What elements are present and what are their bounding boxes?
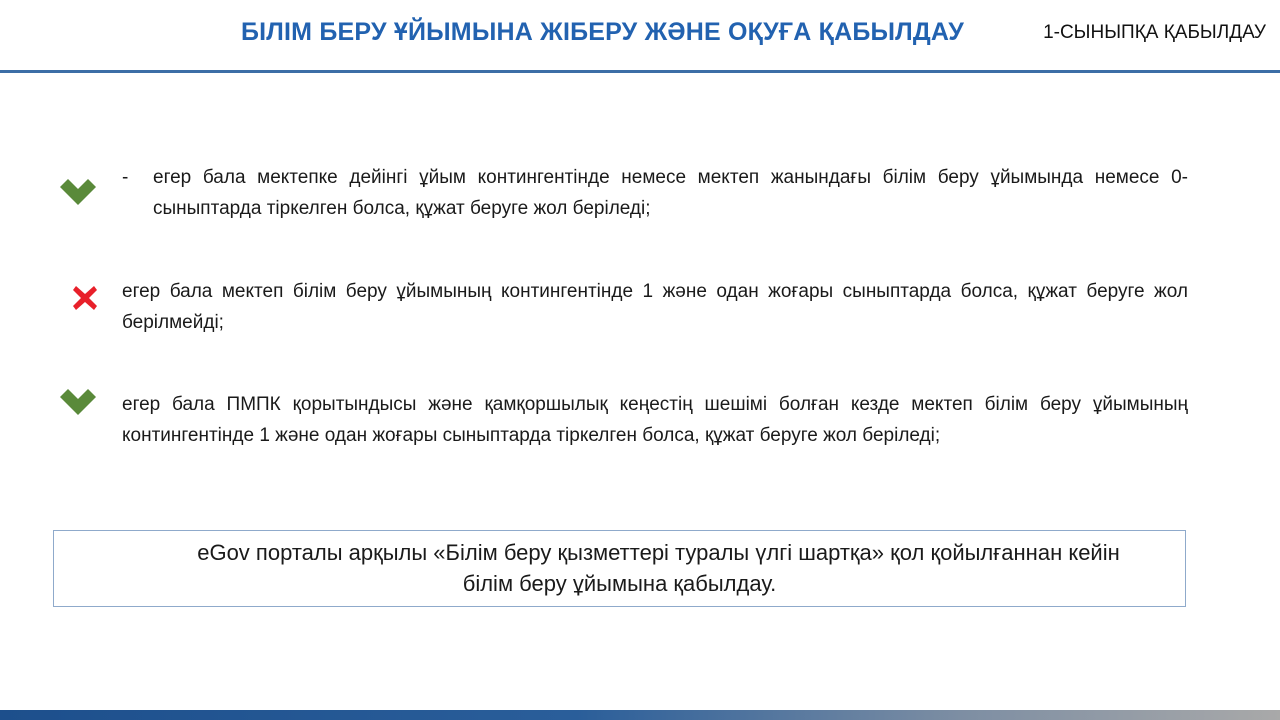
note-box [53,530,1186,607]
check-icon [60,388,96,415]
bullet-dash: - [122,167,129,188]
footer-bar [0,710,1280,720]
check-icon [60,178,96,205]
header-divider [0,70,1280,73]
page-subtitle: 1-СЫНЫПҚА ҚАБЫЛДАУ [1043,22,1266,43]
item-text: егер бала мектепке дейінгі ұйым контингентінде немесе мектеп жанындағы білім беру ұйымында немесе 0-сыныптарда тіркелген болса, құжат беруге жол беріледі; [153,167,1188,219]
cross-icon [73,286,97,310]
list-item [122,389,1188,451]
note-line-1: eGov порталы арқылы «Білім беру қызметтері туралы үлгі шартқа» қол қойылғаннан кейін [197,540,1120,565]
item-text: егер бала мектеп білім беру ұйымының контингентінде 1 және одан жоғары сыныптарда болса, құжат беруге жол берілмейді; [122,281,1188,333]
list-item [122,276,1188,338]
item-text: егер бала ПМПК қорытындысы және қамқоршылық кеңестің шешімі болған кезде мектеп білім беру ұйымының контингентінде 1 және одан жоғары сыныптарда тіркелген болса, құжат беруге жол беріледі; [122,394,1188,446]
page-title: БІЛІМ БЕРУ ҰЙЫМЫНА ЖІБЕРУ ЖӘНЕ ОҚУҒА ҚАБЫЛДАУ [240,18,964,46]
list-item [153,162,1188,224]
note-line-2: білім беру ұйымына қабылдау. [462,571,777,596]
